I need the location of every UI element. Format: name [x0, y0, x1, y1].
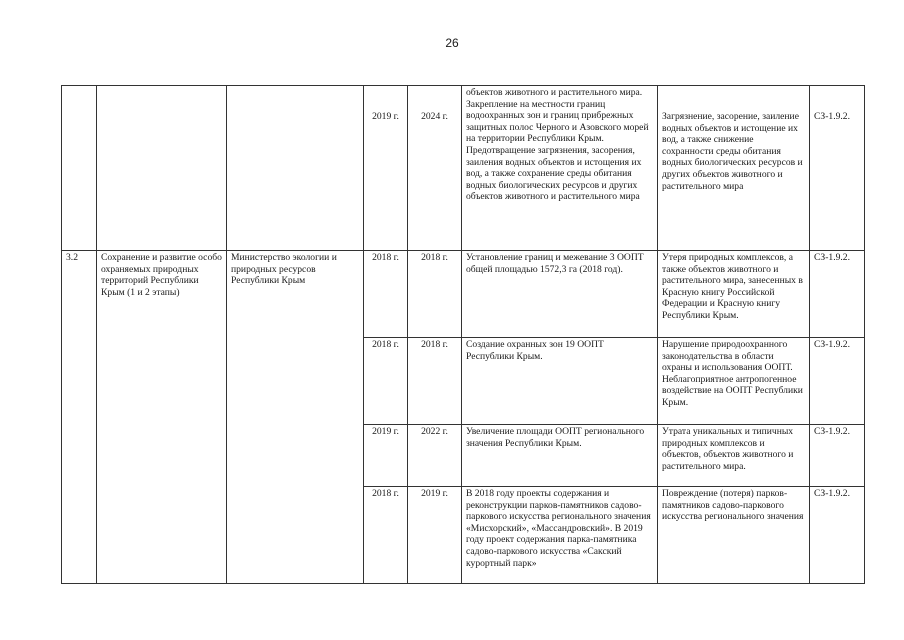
risk-cell: Утеря природных комплексов, а также объектов животного и растительного мира, занесенных в Красную книгу Российской Федерации и Красную книгу Республики Крым. — [658, 251, 810, 338]
table-row — [62, 251, 865, 338]
action-cell: Установление границ и межевание 3 ООПТ общей площадью 1572,3 га (2018 год). — [462, 251, 658, 338]
group-num-cell: 3.2 — [62, 251, 97, 584]
name-cell — [97, 86, 227, 251]
action-cell: В 2018 году проекты содержания и реконструкции парков-памятников садово-паркового искусства регионального значения «Мисхорский», «Массандровский». В 2019 году проект содержания парка-памятника садово-паркового искусства «Сакский курортный парк» — [462, 487, 658, 584]
code-cell: СЗ-1.9.2. — [810, 86, 865, 251]
start-year-cell: 2019 г. — [364, 425, 408, 487]
risk-cell: Утрата уникальных и типичных природных комплексов и объектов, объектов животного и растительного мира. — [658, 425, 810, 487]
risk-cell: Повреждение (потеря) парков-памятников садово-паркового искусства регионального значения — [658, 487, 810, 584]
measures-table — [61, 85, 865, 584]
end-year-cell: 2018 г. — [408, 338, 462, 425]
end-year-cell: 2018 г. — [408, 251, 462, 338]
table-row — [62, 86, 865, 251]
code-cell: СЗ-1.9.2. — [810, 425, 865, 487]
risk-cell: Нарушение природоохранного законодательства в области охраны и использования ООПТ. Неблагоприятное антропогенное воздействие на ООПТ Республики Крым. — [658, 338, 810, 425]
risk-cell: Загрязнение, засорение, заиление водных объектов и истощение их вод, а также снижение сохранности среды обитания водных биологических ресурсов и других объектов животного и растительного мира — [658, 86, 810, 251]
start-year-cell: 2018 г. — [364, 338, 408, 425]
action-cell: Увеличение площади ООПТ регионального значения Республики Крым. — [462, 425, 658, 487]
group-name-cell: Сохранение и развитие особо охраняемых природных территорий Республики Крым (1 и 2 этапы) — [97, 251, 227, 584]
start-year-cell: 2018 г. — [364, 487, 408, 584]
num-cell — [62, 86, 97, 251]
code-cell: СЗ-1.9.2. — [810, 338, 865, 425]
action-cell: объектов животного и растительного мира. Закрепление на местности границ водоохранных зон и границ прибрежных защитных полос Черного и Азовского морей на территории Республики Крым. Предотвращение загрязнения, засорения, заиления водных объектов и истощения их вод, а также сохранение среды обитания водных биологических ресурсов и других объектов животного и растительного мира — [462, 86, 658, 251]
end-year-cell: 2019 г. — [408, 487, 462, 584]
start-year-cell: 2018 г. — [364, 251, 408, 338]
code-cell: СЗ-1.9.2. — [810, 251, 865, 338]
action-cell: Создание охранных зон 19 ООПТ Республики Крым. — [462, 338, 658, 425]
start-year-cell: 2019 г. — [364, 86, 408, 251]
end-year-cell: 2024 г. — [408, 86, 462, 251]
end-year-cell: 2022 г. — [408, 425, 462, 487]
executor-cell — [227, 86, 364, 251]
page-number: 26 — [445, 36, 459, 50]
code-cell: СЗ-1.9.2. — [810, 487, 865, 584]
group-executor-cell: Министерство экологии и природных ресурсов Республики Крым — [227, 251, 364, 584]
